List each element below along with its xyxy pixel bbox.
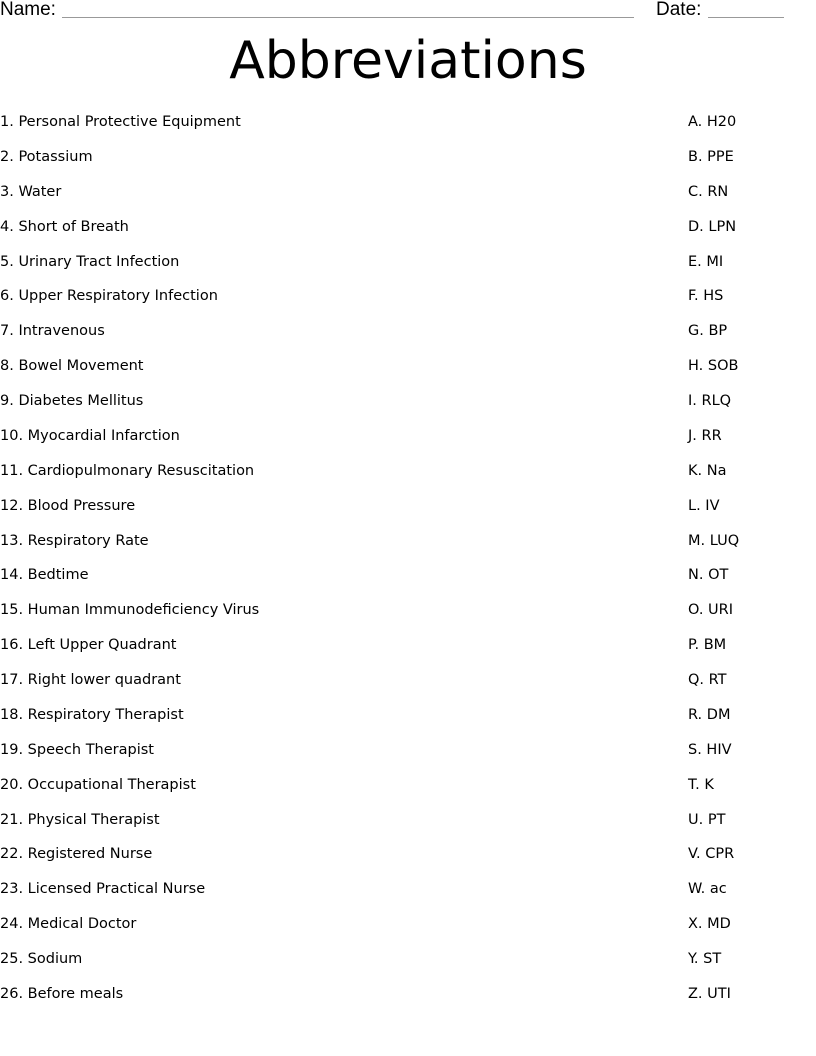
- list-item: [0, 251, 816, 286]
- list-item: [0, 843, 816, 878]
- abbreviation-option: E. MI: [688, 253, 724, 270]
- list-item: [0, 774, 816, 809]
- term-text: 18. Respiratory Therapist: [0, 706, 184, 723]
- worksheet-title: Abbreviations: [229, 31, 587, 91]
- list-item: [0, 320, 816, 355]
- term-text: 15. Human Immunodeficiency Virus: [0, 602, 260, 619]
- abbreviation-option: M. LUQ: [688, 532, 740, 549]
- date-field-line: [708, 17, 784, 18]
- abbreviation-option: D. LPN: [688, 218, 737, 235]
- term-text: 17. Right lower quadrant: [0, 672, 181, 688]
- abbreviation-option: V. CPR: [688, 846, 735, 863]
- term-text: 8. Bowel Movement: [0, 358, 144, 375]
- term-text: 16. Left Upper Quadrant: [0, 637, 177, 654]
- term-text: 1. Personal Protective Equipment: [0, 114, 241, 130]
- abbreviation-option: Q. RT: [688, 672, 727, 688]
- list-item: [0, 634, 816, 669]
- abbreviation-option: G. BP: [688, 323, 728, 340]
- list-item: [0, 390, 816, 425]
- list-item: [0, 530, 816, 565]
- abbreviation-option: S. HIV: [688, 741, 732, 758]
- term-text: 4. Short of Breath: [0, 218, 129, 235]
- abbreviation-option: F. HS: [688, 288, 724, 305]
- abbreviation-option: Z. UTI: [688, 985, 731, 1002]
- term-text: 11. Cardiopulmonary Resuscitation: [0, 462, 255, 479]
- abbreviation-option: J. RR: [688, 427, 722, 444]
- abbreviation-option: R. DM: [688, 706, 731, 723]
- list-item: [0, 355, 816, 390]
- list-item: [0, 739, 816, 774]
- term-text: 20. Occupational Therapist: [0, 776, 196, 793]
- list-item: [0, 181, 816, 216]
- term-text: 7. Intravenous: [0, 323, 105, 340]
- abbreviation-option: X. MD: [688, 916, 731, 933]
- abbreviation-option: I. RLQ: [688, 393, 732, 409]
- term-text: 25. Sodium: [0, 951, 83, 967]
- list-item: [0, 460, 816, 495]
- term-text: 9. Diabetes Mellitus: [0, 393, 144, 409]
- abbreviation-option: A. H20: [688, 114, 737, 130]
- list-item: [0, 704, 816, 739]
- name-field-line: [62, 17, 634, 18]
- abbreviation-option: N. OT: [688, 567, 729, 584]
- abbreviation-option: O. URI: [688, 602, 734, 619]
- term-text: 10. Myocardial Infarction: [0, 427, 180, 444]
- term-text: 24. Medical Doctor: [0, 916, 137, 933]
- list-item: [0, 948, 816, 983]
- term-text: 13. Respiratory Rate: [0, 532, 149, 549]
- abbreviation-option: L. IV: [688, 497, 720, 514]
- list-item: [0, 983, 816, 1018]
- term-text: 12. Blood Pressure: [0, 497, 136, 514]
- worksheet-header: [0, 0, 816, 24]
- list-item: [0, 599, 816, 634]
- term-text: 14. Bedtime: [0, 567, 89, 584]
- abbreviation-option: W. ac: [688, 881, 727, 898]
- term-text: 22. Registered Nurse: [0, 846, 153, 863]
- term-text: 6. Upper Respiratory Infection: [0, 288, 218, 305]
- term-text: 26. Before meals: [0, 985, 124, 1002]
- term-text: 2. Potassium: [0, 148, 93, 165]
- list-item: [0, 669, 816, 704]
- list-item: [0, 111, 816, 146]
- abbreviation-option: H. SOB: [688, 358, 739, 375]
- term-text: 23. Licensed Practical Nurse: [0, 881, 206, 898]
- name-label: Name:: [0, 0, 56, 20]
- term-text: 3. Water: [0, 183, 62, 200]
- list-item: [0, 564, 816, 599]
- matching-list: [0, 111, 816, 1018]
- term-text: 5. Urinary Tract Infection: [0, 253, 180, 270]
- list-item: [0, 913, 816, 948]
- abbreviation-option: Y. ST: [688, 951, 722, 967]
- abbreviation-option: B. PPE: [688, 148, 734, 165]
- list-item: [0, 146, 816, 181]
- abbreviation-option: T. K: [688, 776, 714, 793]
- date-label: Date:: [656, 0, 702, 20]
- abbreviation-option: C. RN: [688, 183, 729, 200]
- list-item: [0, 809, 816, 844]
- list-item: [0, 285, 816, 320]
- list-item: [0, 495, 816, 530]
- list-item: [0, 216, 816, 251]
- list-item: [0, 425, 816, 460]
- abbreviation-option: U. PT: [688, 811, 726, 828]
- term-text: 21. Physical Therapist: [0, 811, 160, 828]
- list-item: [0, 878, 816, 913]
- term-text: 19. Speech Therapist: [0, 741, 154, 758]
- abbreviation-option: K. Na: [688, 462, 727, 479]
- abbreviation-option: P. BM: [688, 637, 727, 654]
